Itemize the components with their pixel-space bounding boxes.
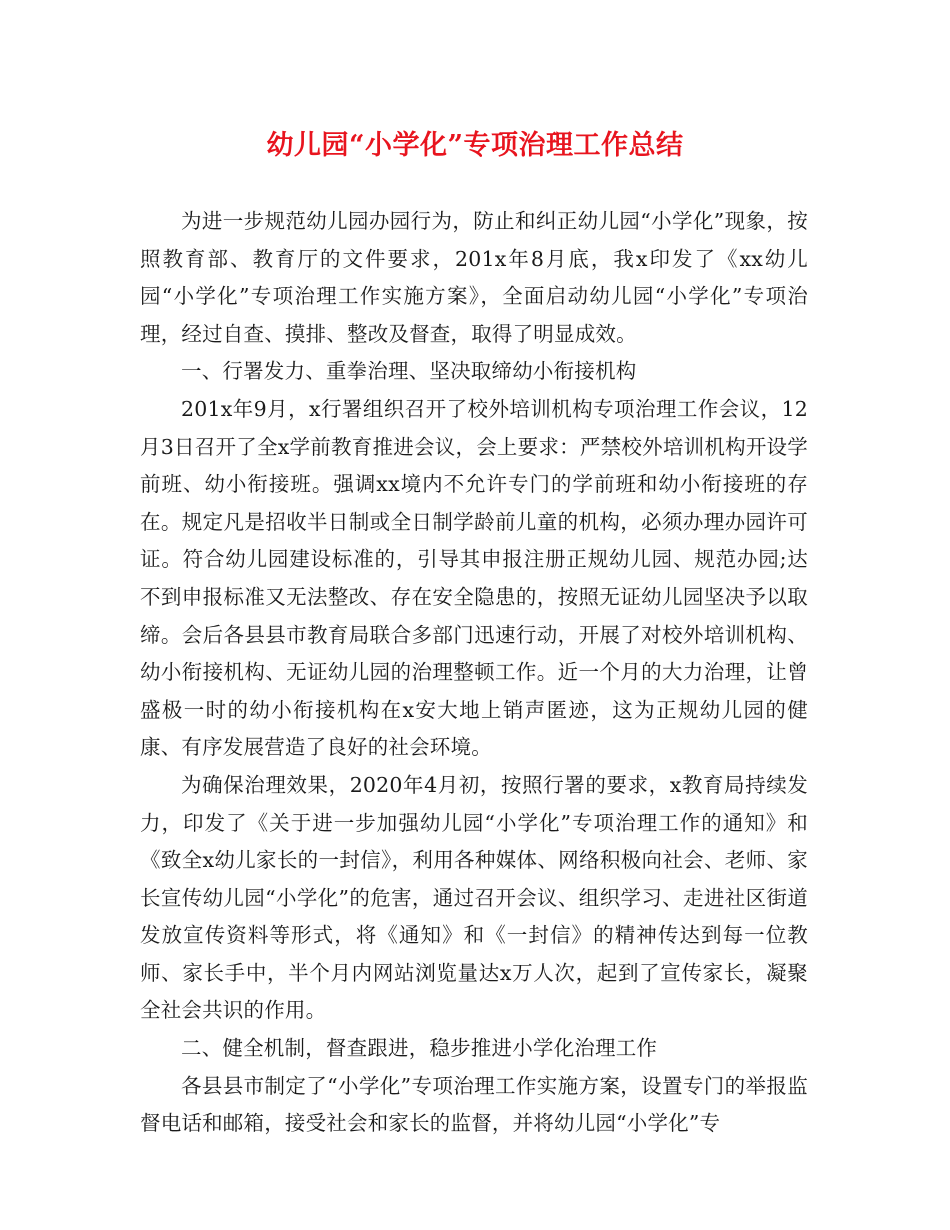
body-paragraph: 各县县市制定了“小学化”专项治理工作实施方案，设置专门的举报监督电话和邮箱，接受社会和家长的监督，并将幼儿园“小学化”专 [140,1073,808,1136]
body-paragraph: 201x年9月，x行署组织召开了校外培训机构专项治理工作会议，12月3日召开了全x学前教育推进会议，会上要求：严禁校外培训机构开设学前班、幼小衔接班。强调xx境内不允许专门的学前班和幼小衔接班的存在。规定凡是招收半日制或全日制学龄前儿童的机构，必须办理办园许可证。符合幼儿园建设标准的，引导其申报注册正规幼儿园、规范办园;达不到申报标准又无法整改、存在安全隐患的，按照无证幼儿园坚决予以取缔。会后各县县市教育局联合多部门迅速行动，开展了对校外培训机构、幼小衔接机构、无证幼儿园的治理整顿工作。近一个月的大力治理，让曾盛极一时的幼小衔接机构在x安大地上销声匿迹，这为正规幼儿园的健康、有序发展营造了良好的社会环境。 [140,396,808,760]
document-title: 幼儿园“小学化”专项治理工作总结 [266,130,684,161]
document-body [140,203,808,1143]
intro-paragraph: 为进一步规范幼儿园办园行为，防止和纠正幼儿园“小学化”现象，按照教育部、教育厅的文件要求，201x年8月底，我x印发了《xx幼儿园“小学化”专项治理工作实施方案》，全面启动幼儿园“小学化”专项治理，经过自查、摸排、整改及督查，取得了明显成效。 [140,209,808,346]
body-paragraph: 为确保治理效果，2020年4月初，按照行署的要求，x教育局持续发力，印发了《关于进一步加强幼儿园“小学化”专项治理工作的通知》和《致全x幼儿家长的一封信》，利用各种媒体、网络积极向社会、老师、家长宣传幼儿园“小学化”的危害，通过召开会议、组织学习、走进社区街道发放宣传资料等形式，将《通知》和《一封信》的精神传达到每一位教师、家长手中，半个月内网站浏览量达x万人次，起到了宣传家长，凝聚全社会共识的作用。 [140,772,808,1023]
section-heading-1: 一、行署发力、重拳治理、坚决取缔幼小衔接机构 [181,359,637,384]
section-heading-2: 二、健全机制，督查跟进，稳步推进小学化治理工作 [181,1036,658,1061]
